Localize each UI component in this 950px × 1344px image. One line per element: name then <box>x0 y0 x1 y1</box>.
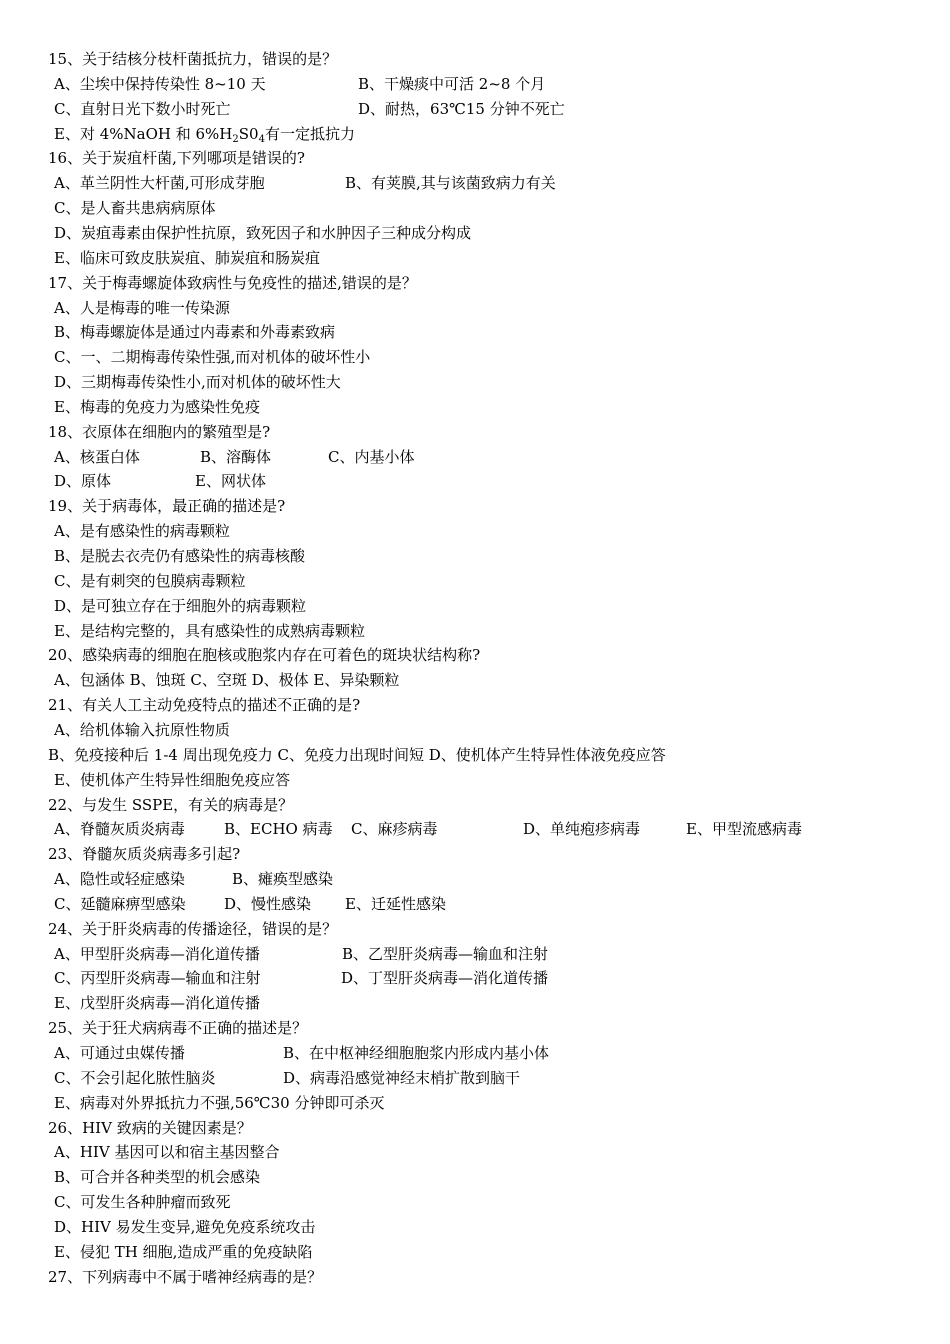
answer-option: D、单纯疱疹病毒 <box>523 820 641 839</box>
answer-option: E、甲型流感病毒 <box>686 820 802 839</box>
answer-option: B、可合并各种类型的机会感染 <box>54 1168 261 1187</box>
answer-option: C、可发生各种肿瘤而致死 <box>54 1193 231 1212</box>
option-text-part: 有一定抵抗力 <box>264 124 355 143</box>
answer-option: D、HIV 易发生变异,避免免疫系统攻击 <box>54 1217 316 1236</box>
answer-option: A、给机体输入抗原性物质 <box>54 720 230 739</box>
answer-option: E、梅毒的免疫力为感染性免疫 <box>54 397 260 416</box>
option-text-part: E、对 4%NaOH 和 6%H <box>54 124 233 143</box>
answer-option: A、包涵体 B、蚀斑 C、空斑 D、极体 E、异染颗粒 <box>54 671 400 690</box>
question-stem-text: 18、衣原体在细胞内的繁殖型是? <box>48 422 271 441</box>
question-stem-text: 25、关于狂犬病病毒不正确的描述是？ <box>48 1019 308 1038</box>
answer-option: E、戊型肝炎病毒—消化道传播 <box>54 994 260 1013</box>
question-stem-text: 17、关于梅毒螺旋体致病性与免疫性的描述,错误的是？ <box>48 273 417 292</box>
answer-option: A、脊髓灰质炎病毒 <box>54 820 185 839</box>
answer-option: E、侵犯 TH 细胞,造成严重的免疫缺陷 <box>54 1242 313 1261</box>
answer-option: A、隐性或轻症感染 <box>54 870 185 889</box>
answer-option: C、一、二期梅毒传染性强,而对机体的破坏性小 <box>54 348 371 367</box>
answer-option: D、炭疽毒素由保护性抗原，致死因子和水肿因子三种成分构成 <box>54 223 472 242</box>
answer-option: E、迁延性感染 <box>345 894 446 913</box>
answer-option: D、原体 <box>54 472 112 491</box>
answer-option: B、溶酶体 <box>200 447 272 466</box>
answer-option: D、慢性感染 <box>224 894 312 913</box>
answer-option: D、三期梅毒传染性小,而对机体的破坏性大 <box>54 373 341 392</box>
question-stem-text: 23、脊髓灰质炎病毒多引起? <box>48 845 241 864</box>
answer-option: A、HIV 基因可以和宿主基因整合 <box>54 1143 280 1162</box>
option-text-part: S0 <box>238 124 259 143</box>
answer-option: A、甲型肝炎病毒—消化道传播 <box>54 944 260 963</box>
answer-option: C、丙型肝炎病毒—输血和注射 <box>54 969 261 988</box>
answer-option: E、是结构完整的，具有感染性的成熟病毒颗粒 <box>54 621 365 640</box>
answer-option: C、直射日光下数小时死亡 <box>54 99 231 118</box>
subscript-text: 4 <box>258 133 265 145</box>
answer-option: B、乙型肝炎病毒—输血和注射 <box>342 944 549 963</box>
subscript-text: 2 <box>232 133 239 145</box>
answer-option: B、有荚膜,其与该菌致病力有关 <box>345 174 556 193</box>
answer-option: B、瘫痪型感染 <box>232 870 334 889</box>
answer-option: C、不会引起化脓性脑炎 <box>54 1068 216 1087</box>
answer-option: E、病毒对外界抵抗力不强,56℃30 分钟即可杀灭 <box>54 1093 385 1112</box>
answer-option: B、免疫接种后 1-4 周出现免疫力 C、免疫力出现时间短 D、使机体产生特异性体液免疫应答 <box>48 745 666 764</box>
answer-option <box>54 122 355 146</box>
question-stem-text: 26、HIV 致病的关键因素是？ <box>48 1118 252 1137</box>
answer-option: A、核蛋白体 <box>54 447 140 466</box>
question-stem-text: 22、与发生 SSPE，有关的病毒是？ <box>48 795 294 814</box>
answer-option: A、是有感染性的病毒颗粒 <box>54 522 230 541</box>
answer-option: D、丁型肝炎病毒—消化道传播 <box>341 969 549 988</box>
answer-option: C、内基小体 <box>328 447 415 466</box>
answer-option: A、可通过虫媒传播 <box>54 1044 185 1062</box>
answer-option: D、是可独立存在于细胞外的病毒颗粒 <box>54 596 307 615</box>
answer-option: C、麻疹病毒 <box>351 820 438 839</box>
answer-option: C、是有刺突的包膜病毒颗粒 <box>54 571 246 590</box>
question-stem-text: 19、关于病毒体，最正确的描述是? <box>48 497 286 516</box>
answer-option: B、在中枢神经细胞胞浆内形成内基小体 <box>283 1044 550 1062</box>
answer-option: D、病毒沿感觉神经末梢扩散到脑干 <box>283 1068 521 1087</box>
answer-option: E、网状体 <box>195 472 266 491</box>
answer-option: E、使机体产生特异性细胞免疫应答 <box>54 770 290 789</box>
answer-option: B、干燥痰中可活 2~8 个月 <box>358 74 546 93</box>
answer-option: B、梅毒螺旋体是通过内毒素和外毒素致病 <box>54 323 336 342</box>
answer-option: A、革兰阴性大杆菌,可形成芽胞 <box>54 174 265 193</box>
question-stem-text: 21、有关人工主动免疫特点的描述不正确的是? <box>48 696 361 715</box>
answer-option: C、是人畜共患病病原体 <box>54 199 216 218</box>
question-stem-text: 24、关于肝炎病毒的传播途径，错误的是？ <box>48 919 338 938</box>
answer-option: D、耐热，63℃15 分钟不死亡 <box>358 99 565 118</box>
question-stem-text: 15、关于结核分枝杆菌抵抗力，错误的是？ <box>48 50 338 68</box>
answer-option: E、临床可致皮肤炭疽、肺炭疽和肠炭疽 <box>54 248 320 267</box>
question-stem-text: 16、关于炭疽杆菌,下列哪项是错误的? <box>48 149 305 168</box>
question-stem-text: 27、下列病毒中不属于嗜神经病毒的是？ <box>48 1267 323 1286</box>
answer-option: C、延髓麻痹型感染 <box>54 894 186 913</box>
answer-option: A、尘埃中保持传染性 8~10 天 <box>54 74 266 93</box>
answer-option: B、ECHO 病毒 <box>224 820 333 839</box>
question-stem-text: 20、感染病毒的细胞在胞核或胞浆内存在可着色的斑块状结构称? <box>48 646 481 665</box>
answer-option: B、是脱去衣壳仍有感染性的病毒核酸 <box>54 547 306 565</box>
answer-option: A、人是梅毒的唯一传染源 <box>54 298 230 317</box>
